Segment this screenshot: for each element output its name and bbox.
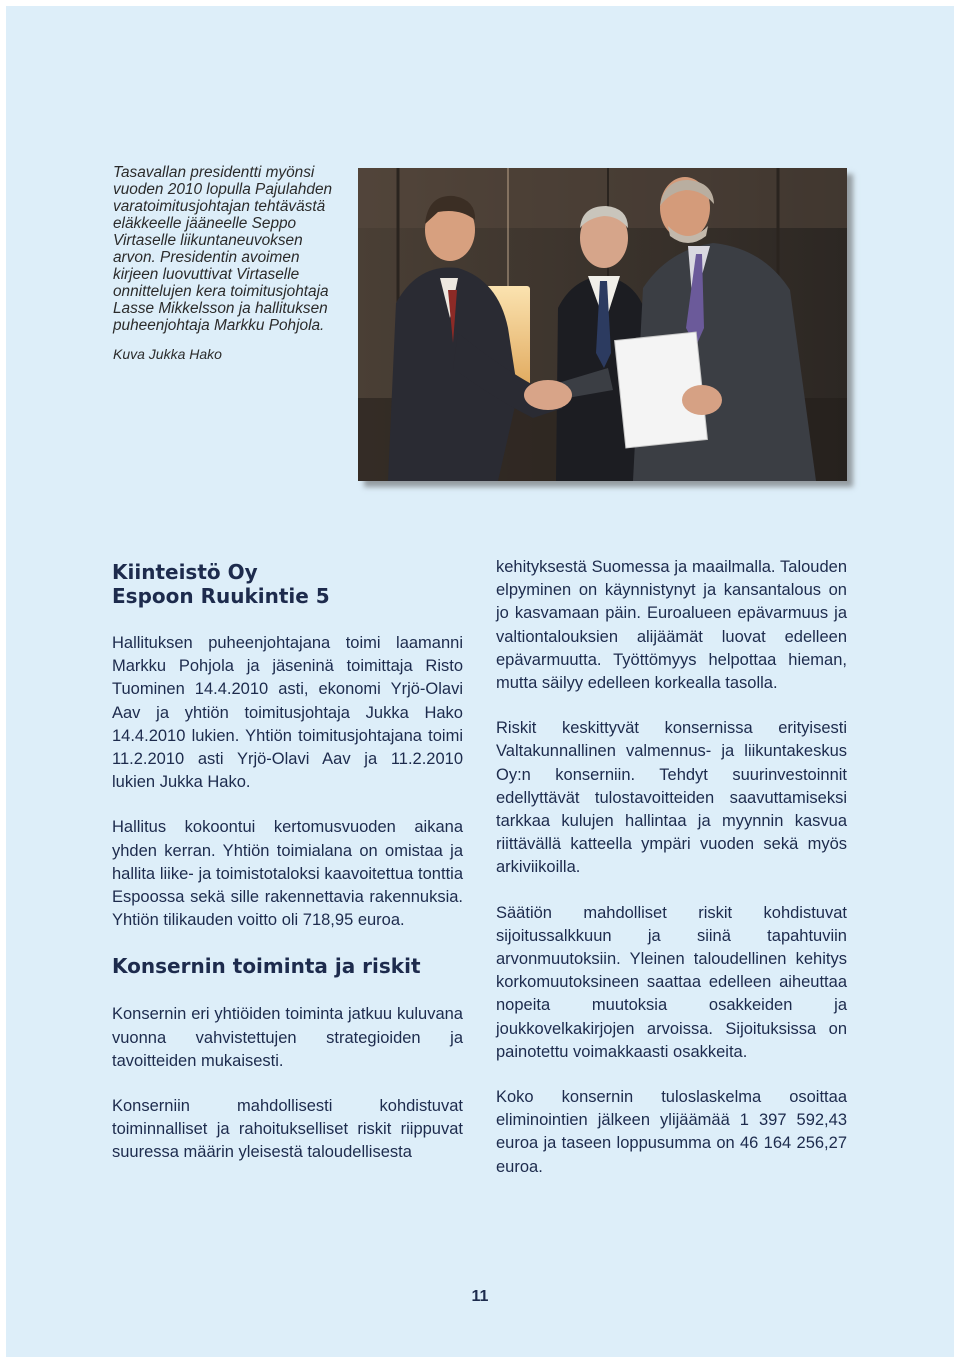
page-number: 11 <box>471 1288 489 1305</box>
paragraph-meetings: Hallitus kokoontui kertomusvuoden aikana yhden kerran. Yhtiön toimialana on omistaa ja hallita liike- ja toimistotaloksi kaavoitettua tonttia Espoossa sekä sille rakennettavia rakennuksia. Yhtiön tilikauden voitto oli 718,95 euroa. <box>112 818 463 930</box>
heading-line-2: Espoon Ruukintie 5 <box>112 584 330 608</box>
caption-text: Tasavallan presidentti myönsi vuoden 2010 lopulla Pajulahden varatoimitusjohtajan tehtävästä eläkkeelle jääneelle Seppo Virtaselle liikuntaneuvoksen arvon. Presidentin avoimen kirjeen luovuttivat Virtaselle onnittelujen kera toimitusjohtaja Lasse Mikkelsson ja hallituksen puheenjohtaja Markku Pohjola. <box>113 164 333 334</box>
paragraph-risks-intro: Konserniin mahdollisesti kohdistuvat toiminnalliset ja rahoitukselliset riskit riippuvat suuressa määrin yleisestä taloudellisesta <box>112 1097 463 1162</box>
paragraph-foundation-risks: Säätiön mahdolliset riskit kohdistuvat sijoitussalkkuun ja siinä tapahtuviin arvonmuutoksiin. Yleinen taloudellinen kehitys korkomuutoksineen saattaa edelleen aiheuttaa nopeita muutoksia osakkeiden ja joukkovelkakirjojen arvoissa. Sijoituksissa on painotettu voimakkaasti osakkeita. <box>496 903 847 1061</box>
paragraph-economy: kehityksestä Suomessa ja maailmalla. Talouden elpyminen on käynnistynyt ja kansantalous on jo kasvamaan päin. Euroalueen epävarmuus ja valtiontalouksien alijäämät luovat edelleen epävarmuutta. Työttömyys helpottaa hieman, mutta säilyy edelleen korkealla tasolla. <box>496 558 847 693</box>
paragraph-board: Hallituksen puheenjohtajana toimi laamanni Markku Pohjola ja jäseninä toimittaja Risto Tuominen 14.4.2010 asti, ekonomi Yrjö-Olavi Aav ja yhtiön toimitusjohtaja Jukka Hako 14.4.2010 lukien. Yhtiön toimitusjohtajana toimi 11.2.2010 asti Yrjö-Olavi Aav ja 11.2.2010 lukien Jukka Hako. <box>112 634 463 792</box>
heading-line-1: Kiinteistö Oy <box>112 560 258 584</box>
paragraph-strategy: Konsernin eri yhtiöiden toiminta jatkuu kuluvana vuonna vahvistettujen strategioiden ja tavoitteiden mukaisesti. <box>112 1005 463 1070</box>
paragraph-risk-focus: Riskit keskittyvät konsernissa erityisesti Valtakunnallinen valmennus- ja liikuntakeskus Oy:n konserniin. Tehdyt suurinvestoinnit edellyttävät tulostavoitteiden saavuttamiseksi tarkkaa kulujen hallintaa ja myynnin kasvua riittävällä katteella ympäri vuoden sekä myös arkiviikoilla. <box>496 719 847 877</box>
section-heading-kiinteisto <box>112 560 463 608</box>
paragraph-results: Koko konsernin tuloslaskelma osoittaa eliminointien jälkeen ylijäämää 1 397 592,43 euroa ja taseen loppusumma on 46 164 256,27 euroa. <box>496 1088 847 1176</box>
document-page <box>6 6 954 1357</box>
photo-credit: Kuva Jukka Hako <box>113 346 222 362</box>
left-column <box>112 553 463 1165</box>
photo-caption <box>113 164 343 363</box>
right-column <box>496 556 847 1179</box>
section-heading-konserni: Konsernin toiminta ja riskit <box>112 954 421 979</box>
handshake-photo <box>358 168 847 481</box>
